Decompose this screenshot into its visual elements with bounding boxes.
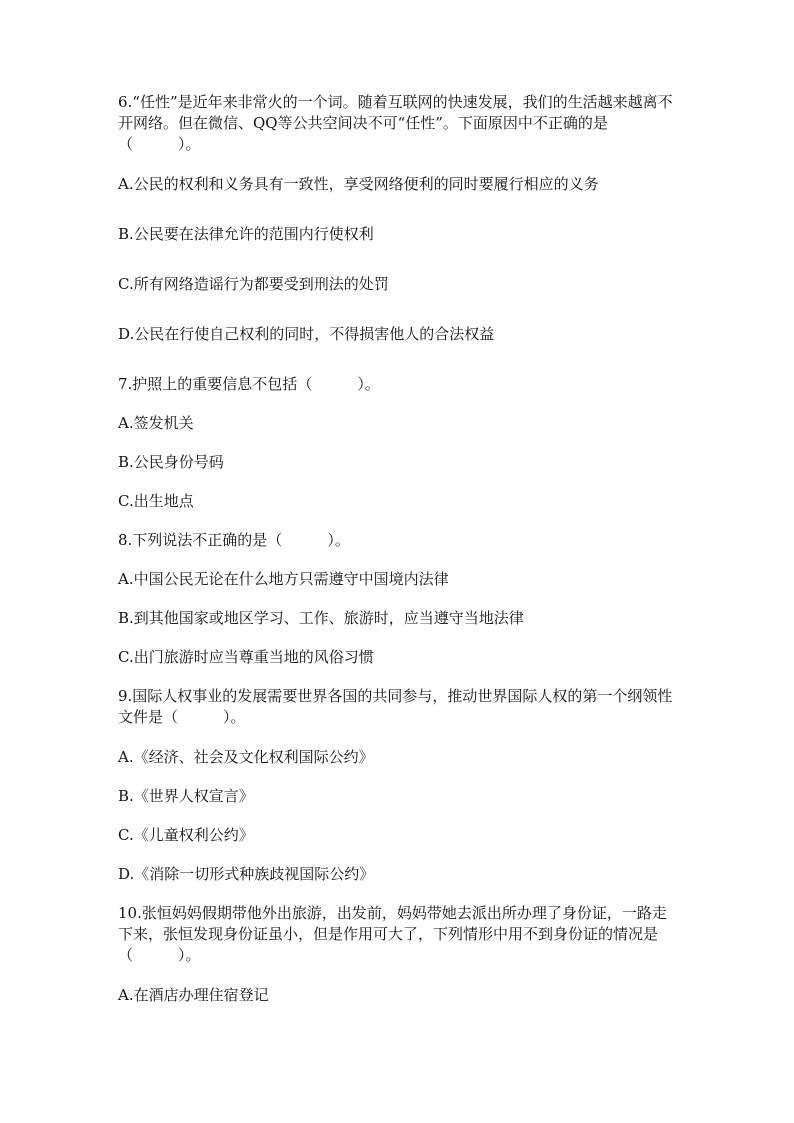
question-8-option-b: B.到其他国家或地区学习、工作、旅游时，应当遵守当地法律 bbox=[118, 609, 524, 627]
question-7-option-b: B.公民身份号码 bbox=[118, 453, 224, 471]
question-9-option-a: A.《经济、社会及文化权利国际公约》 bbox=[118, 748, 374, 766]
question-8-option-c: C.出门旅游时应当尊重当地的风俗习惯 bbox=[118, 648, 374, 666]
question-7-option-c: C.出生地点 bbox=[118, 492, 194, 510]
question-9-stem: 9.国际人权事业的发展需要世界各国的共同参与，推动世界国际人权的第一个纲领性文件是（ ）。 bbox=[118, 687, 673, 726]
question-7-option-a: A.签发机关 bbox=[118, 414, 194, 432]
question-9-option-d: D.《消除一切形式种族歧视国际公约》 bbox=[118, 865, 375, 883]
question-6-option-d: D.公民在行使自己权利的同时，不得损害他人的合法权益 bbox=[118, 325, 495, 343]
question-9-option-c: C.《儿童权利公约》 bbox=[118, 826, 254, 844]
question-6-stem: 6.“任性”是近年来非常火的一个词。随着互联网的快速发展，我们的生活越来越离不开网络。但在微信、QQ等公共空间决不可“任性”。下面原因中不正确的是（ ）。 bbox=[118, 93, 673, 153]
question-8-stem: 8.下列说法不正确的是（ ）。 bbox=[118, 531, 350, 549]
question-6-option-c: C.所有网络造谣行为都要受到刑法的处罚 bbox=[118, 275, 389, 293]
question-10-stem: 10.张恒妈妈假期带他外出旅游，出发前，妈妈带她去派出所办理了身份证，一路走下来，张恒发现身份证虽小，但是作用可大了，下列情形中用不到身份证的情况是（ ）。 bbox=[118, 904, 667, 964]
question-9-option-b: B.《世界人权宣言》 bbox=[118, 787, 254, 805]
question-6-option-b: B.公民要在法律允许的范围内行使权利 bbox=[118, 225, 374, 243]
question-6-option-a: A.公民的权利和义务具有一致性，享受网络便利的同时要履行相应的义务 bbox=[118, 175, 599, 193]
exam-page bbox=[118, 92, 678, 1006]
question-10-option-a: A.在酒店办理住宿登记 bbox=[118, 986, 269, 1004]
question-8-option-a: A.中国公民无论在什么地方只需遵守中国境内法律 bbox=[118, 570, 449, 588]
question-7-stem: 7.护照上的重要信息不包括（ ）。 bbox=[118, 375, 380, 393]
